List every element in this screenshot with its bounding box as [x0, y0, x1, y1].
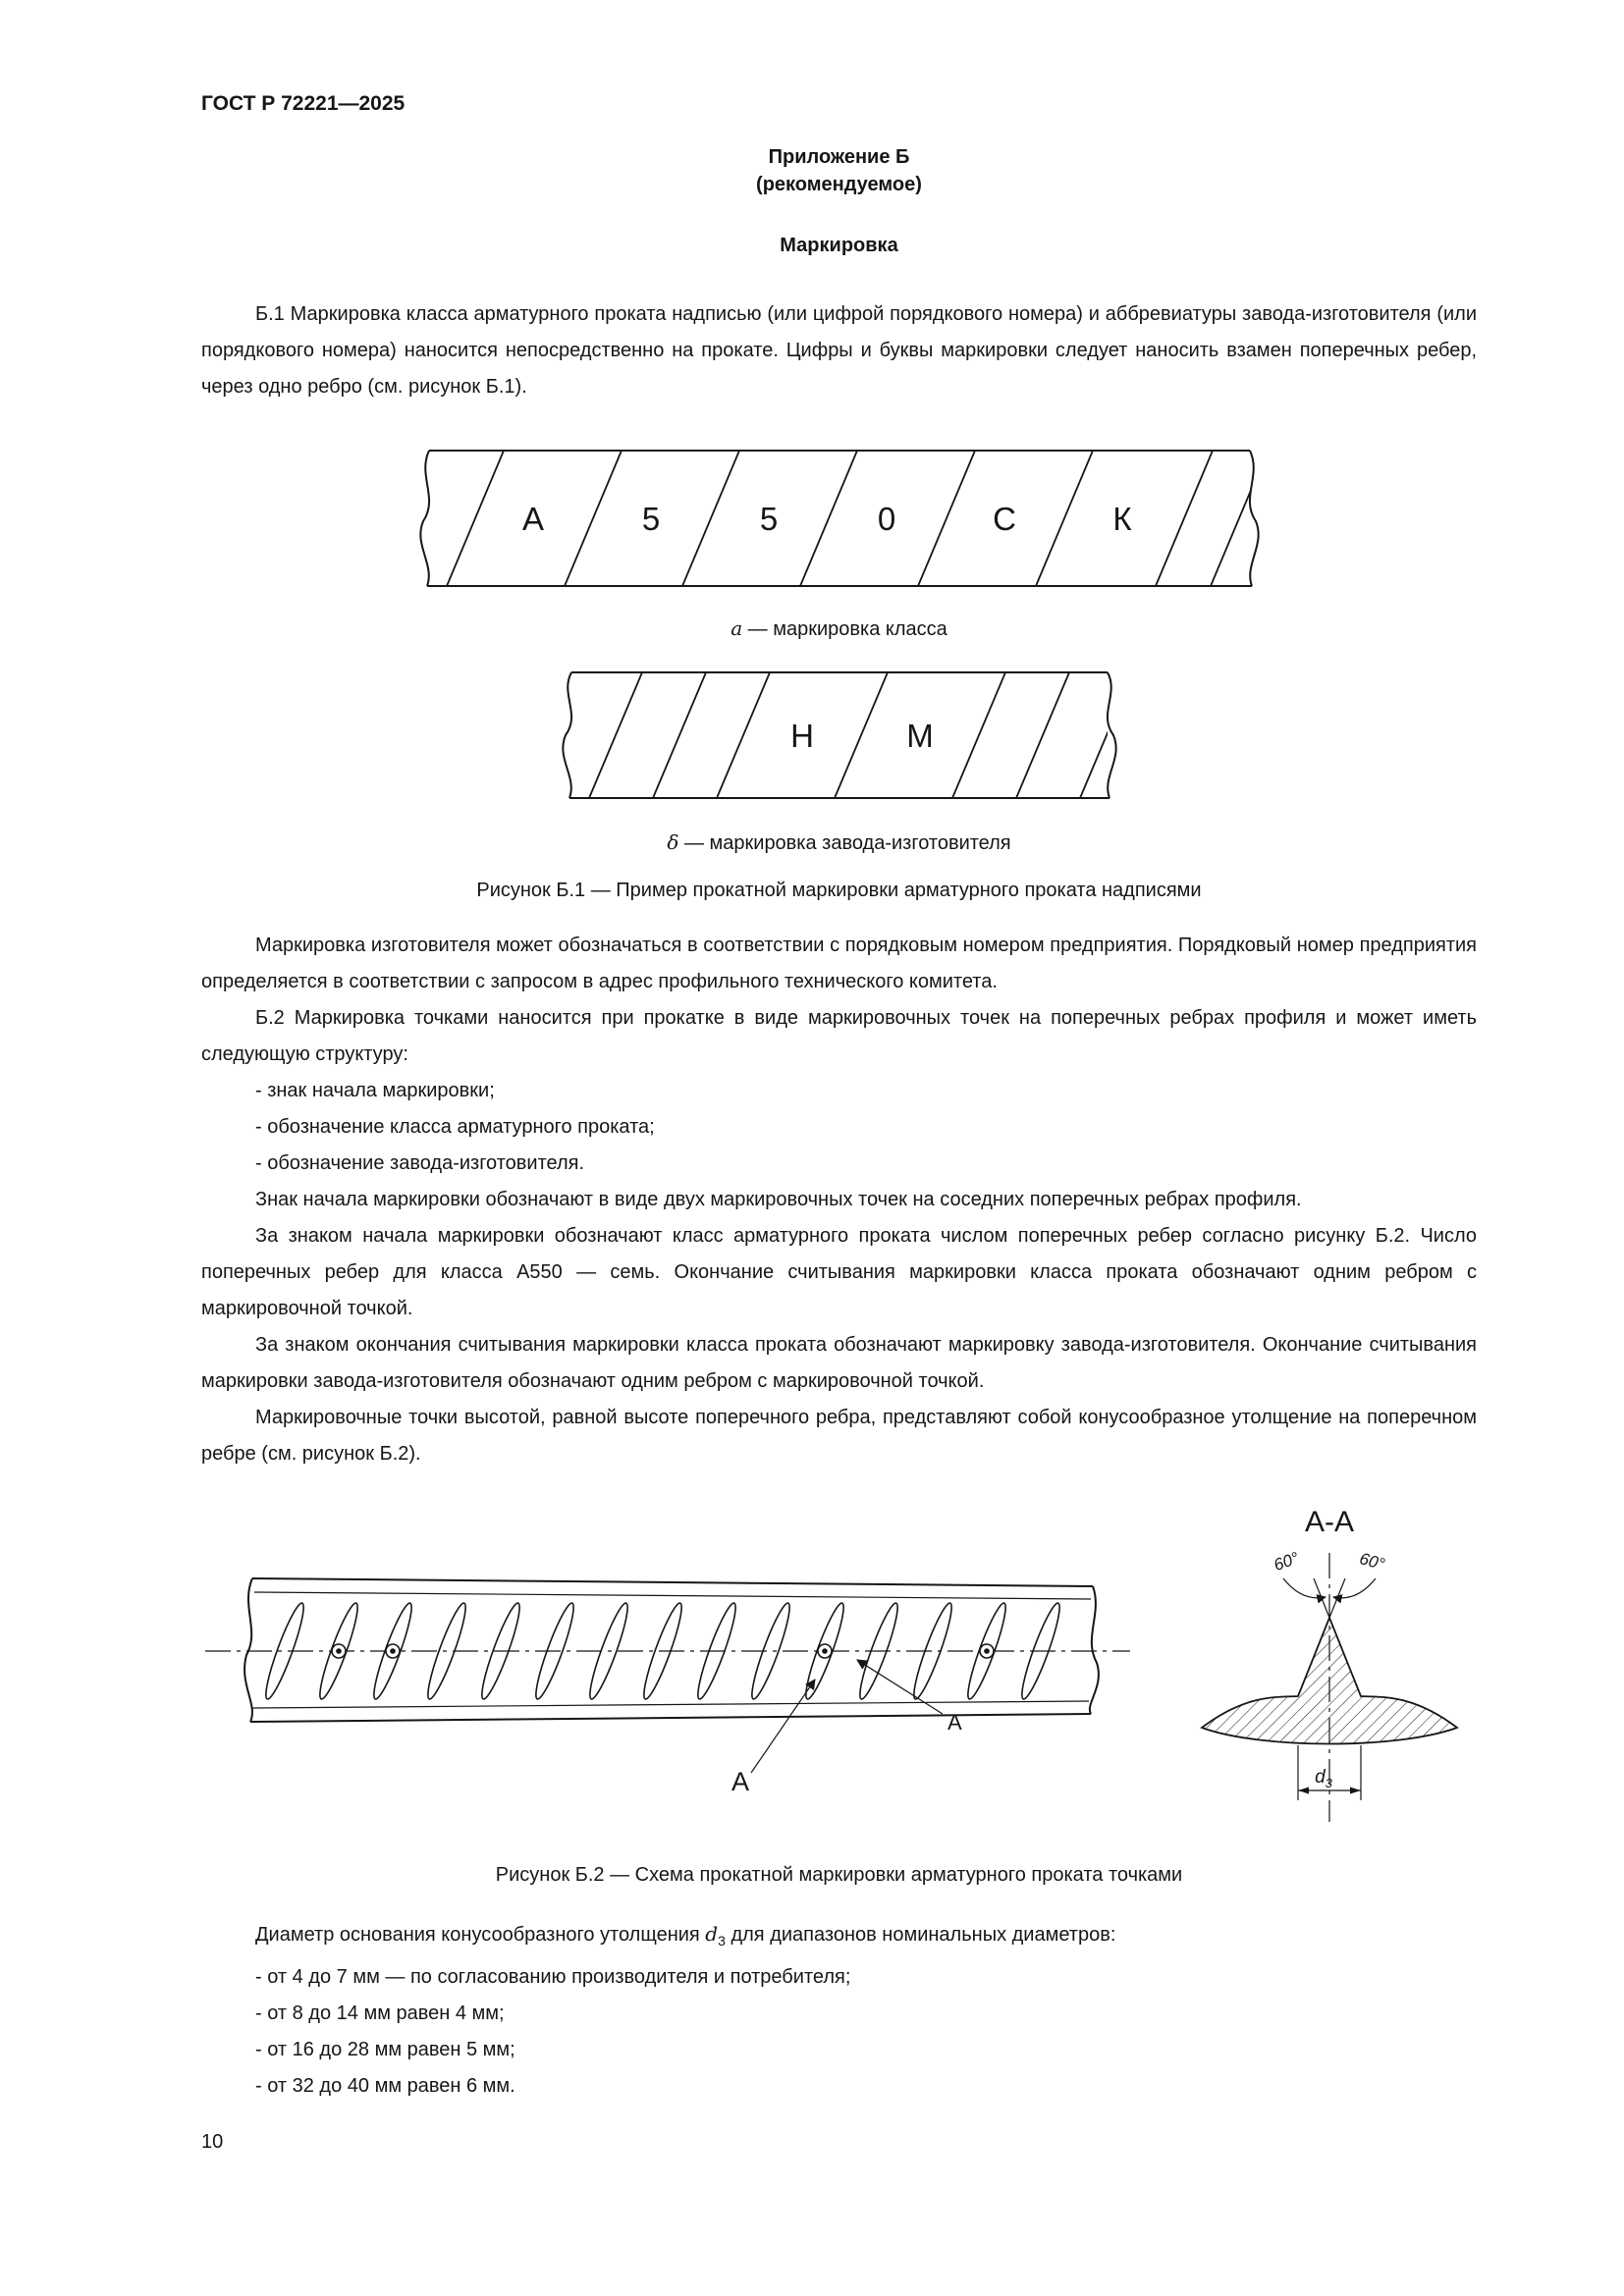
list-item: - обозначение завода-изготовителя.: [255, 1152, 585, 1174]
svg-text:М: М: [905, 718, 934, 754]
standard-number-header: ГОСТ Р 72221—2025: [201, 92, 406, 115]
class-marking-letters: [521, 501, 1131, 537]
paragraph-b2: Б.2 Маркировка точками наносится при прокатке в виде маркировочных точек на поперечных ребрах профиля и может иметь следующую структуру:: [201, 1007, 1477, 1065]
rebar-manufacturer-marking-drawing: [550, 667, 1129, 804]
list-item: - знак начала маркировки;: [255, 1080, 495, 1101]
figure-b1a-caption: а — маркировка класса: [731, 616, 947, 640]
angle-label-right: 60°: [1357, 1549, 1387, 1575]
d3-symbol: d: [705, 1922, 719, 1946]
paragraph-diameter: Диаметр основания конусообразного утолщения $d_3$ для диапазонов номинальных диаметров:: [255, 1922, 1116, 1949]
rebar-dot-marking-drawing: [201, 1527, 1134, 1792]
page-number: 10: [201, 2131, 224, 2153]
section-heading: Маркировка: [780, 235, 898, 256]
figure-b1-caption: Рисунок Б.1 — Пример прокатной маркировки арматурного проката надписями: [476, 880, 1202, 901]
paragraph-end-marking: За знаком окончания считывания маркировки класса проката обозначают маркировку завода-изготовителя. Окончание считывания маркировки завода-изготовителя обозначают одним ребром с маркировочной точкой.: [201, 1334, 1477, 1392]
svg-text:5: 5: [759, 501, 778, 537]
list-item: - от 32 до 40 мм равен 6 мм.: [255, 2075, 515, 2097]
figure-b1b-container: [201, 667, 1477, 817]
paragraph-sign-start: Знак начала маркировки обозначают в виде двух маркировочных точек на соседних поперечных ребрах профиля.: [255, 1189, 1302, 1210]
paragraph-b1: Б.1 Маркировка класса арматурного проката надписью (или цифрой порядкового номера) и аббревиатуры завода-изготовителя (или порядкового номера) наносится непосредственно на прокате. Цифры и буквы маркировки следует наносить взамен поперечных ребер, через одно ребро (см. рисунок Б.1).: [201, 303, 1477, 398]
transverse-ribs-hatch: [447, 451, 1268, 586]
svg-text:К: К: [1111, 501, 1132, 537]
figure-b2-container: [201, 1502, 1477, 1843]
svg-text:Н: Н: [789, 718, 814, 754]
paragraph-class-marking: За знаком начала маркировки обозначают класс арматурного проката числом поперечных ребер согласно рисунку Б.2. Число поперечных ребер для класса А550 — семь. Окончание считывания маркировки класса проката обозначают одним ребром с маркировочной точкой.: [201, 1225, 1477, 1319]
list-item: - от 4 до 7 мм — по согласованию производителя и потребителя;: [255, 1966, 851, 1988]
rebar-class-marking-drawing: [407, 445, 1272, 592]
paragraph-manufacturer: Маркировка изготовителя может обозначаться в соответствии с порядковым номером предприятия. Порядковый номер предприятия определяется в соответствии с запросом в адрес профильного технического комитета.: [201, 934, 1477, 992]
svg-text:5: 5: [641, 501, 660, 537]
svg-text:А: А: [521, 501, 544, 537]
appendix-title: Приложение Б: [768, 146, 910, 168]
section-title: А-А: [1304, 1506, 1355, 1538]
dimension-d3-label: $d_3$: [1315, 1767, 1332, 1790]
manufacturer-marking-letters: [790, 718, 934, 754]
paragraph-marking-points: Маркировочные точки высотой, равной высоте поперечного ребра, представляют собой конусообразное утолщение на поперечном ребре (см. рисунок Б.2).: [201, 1407, 1477, 1465]
transverse-ribs-hatch: [589, 672, 1129, 798]
section-a-a-drawing: [1182, 1502, 1477, 1836]
list-item: - обозначение класса арматурного проката;: [255, 1116, 655, 1138]
angle-label-left: 60°: [1271, 1548, 1302, 1575]
figure-b2-caption: Рисунок Б.2 — Схема прокатной маркировки арматурного проката точками: [495, 1864, 1183, 1886]
section-label-a2: А: [947, 1710, 962, 1735]
figure-b1b-caption: δ — маркировка завода-изготовителя: [667, 830, 1011, 854]
svg-text:С: С: [992, 501, 1016, 537]
list-item: - от 16 до 28 мм равен 5 мм;: [255, 2039, 515, 2060]
figure-b1a-container: [201, 445, 1477, 605]
list-item: - от 8 до 14 мм равен 4 мм;: [255, 2002, 505, 2024]
section-arrow-1: [751, 1680, 815, 1773]
svg-text:0: 0: [877, 501, 895, 537]
appendix-subtitle: (рекомендуемое): [756, 174, 922, 195]
section-label-a1: А: [731, 1767, 750, 1792]
